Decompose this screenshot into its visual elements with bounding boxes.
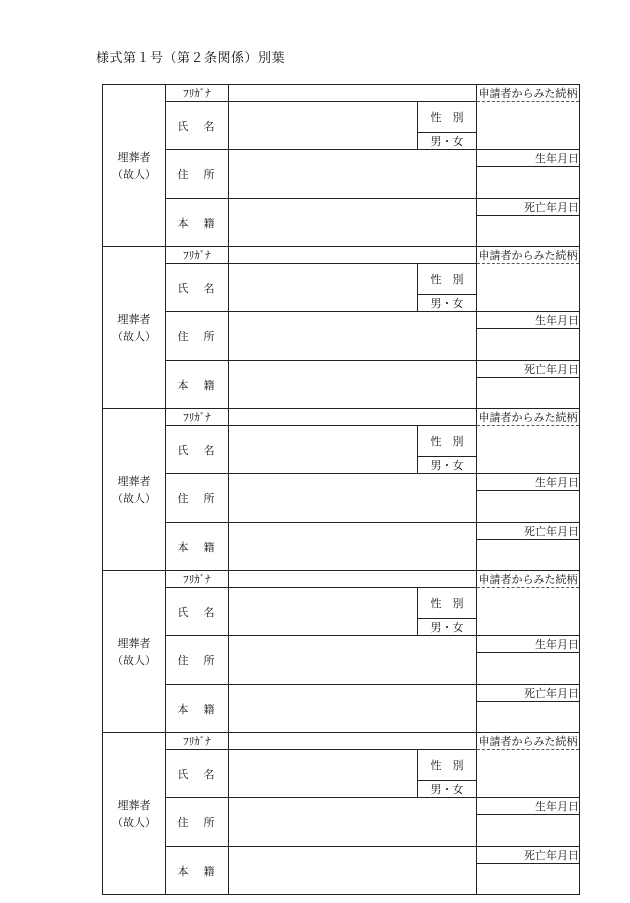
- address-label: 住 所: [166, 312, 229, 361]
- section-1-birth-label-row: [103, 150, 580, 167]
- buried-person-label-line1: 埋葬者: [117, 150, 151, 164]
- address-field[interactable]: [229, 798, 477, 847]
- domicile-label: 本 籍: [166, 361, 229, 409]
- relationship-label: 申請者からみた続柄: [477, 733, 580, 750]
- section-4-birth-label-row: [103, 636, 580, 653]
- address-label: 住 所: [166, 150, 229, 199]
- name-label: 氏 名: [166, 426, 229, 474]
- section-1-name-row: [103, 102, 580, 133]
- name-field[interactable]: [229, 588, 418, 636]
- name-label: 氏 名: [166, 750, 229, 798]
- furigana-field[interactable]: [229, 571, 477, 588]
- buried-person-label-line2: （故人）: [112, 167, 156, 181]
- name-field[interactable]: [229, 264, 418, 312]
- birth-date-label: 生年月日: [477, 798, 580, 815]
- name-label: 氏 名: [166, 102, 229, 150]
- birth-date-label: 生年月日: [477, 636, 580, 653]
- death-date-label: 死亡年月日: [477, 685, 580, 702]
- address-field[interactable]: [229, 150, 477, 199]
- furigana-label: ﾌﾘｶﾞﾅ: [166, 247, 229, 264]
- sex-options[interactable]: 男・女: [418, 619, 477, 636]
- buried-person-label-line1: 埋葬者: [117, 312, 151, 326]
- birth-date-field[interactable]: [477, 167, 580, 199]
- sex-options[interactable]: 男・女: [418, 133, 477, 150]
- sex-label: 性 別: [418, 426, 477, 457]
- birth-date-field[interactable]: [477, 491, 580, 523]
- furigana-label: ﾌﾘｶﾞﾅ: [166, 85, 229, 102]
- sex-label: 性 別: [418, 588, 477, 619]
- domicile-field[interactable]: [229, 361, 477, 409]
- birth-date-label: 生年月日: [477, 312, 580, 329]
- relationship-field[interactable]: [477, 426, 580, 474]
- relationship-label: 申請者からみた続柄: [477, 409, 580, 426]
- buried-person-label: [103, 85, 166, 247]
- relationship-label: 申請者からみた続柄: [477, 247, 580, 264]
- furigana-field[interactable]: [229, 733, 477, 750]
- section-2-furigana-row: [103, 247, 580, 264]
- birth-date-field[interactable]: [477, 815, 580, 847]
- burial-form-table: [102, 84, 580, 895]
- sex-label: 性 別: [418, 750, 477, 781]
- buried-person-label-line2: （故人）: [112, 653, 156, 667]
- section-3-furigana-row: [103, 409, 580, 426]
- death-date-label: 死亡年月日: [477, 199, 580, 216]
- birth-date-field[interactable]: [477, 653, 580, 685]
- death-date-label: 死亡年月日: [477, 847, 580, 864]
- relationship-field[interactable]: [477, 588, 580, 636]
- death-date-field[interactable]: [477, 540, 580, 571]
- address-label: 住 所: [166, 798, 229, 847]
- relationship-field[interactable]: [477, 750, 580, 798]
- domicile-label: 本 籍: [166, 685, 229, 733]
- name-field[interactable]: [229, 426, 418, 474]
- name-field[interactable]: [229, 750, 418, 798]
- relationship-field[interactable]: [477, 102, 580, 150]
- furigana-field[interactable]: [229, 409, 477, 426]
- section-1-furigana-row: [103, 85, 580, 102]
- name-label: 氏 名: [166, 588, 229, 636]
- buried-person-label-line2: （故人）: [112, 329, 156, 343]
- section-3-death-label-row: [103, 523, 580, 540]
- buried-person-label: [103, 409, 166, 571]
- section-3-birth-label-row: [103, 474, 580, 491]
- address-label: 住 所: [166, 474, 229, 523]
- domicile-label: 本 籍: [166, 523, 229, 571]
- domicile-field[interactable]: [229, 523, 477, 571]
- buried-person-label: [103, 733, 166, 895]
- address-label: 住 所: [166, 636, 229, 685]
- furigana-label: ﾌﾘｶﾞﾅ: [166, 409, 229, 426]
- furigana-label: ﾌﾘｶﾞﾅ: [166, 733, 229, 750]
- address-field[interactable]: [229, 474, 477, 523]
- section-5-name-row: [103, 750, 580, 781]
- section-4-furigana-row: [103, 571, 580, 588]
- domicile-label: 本 籍: [166, 847, 229, 895]
- domicile-field[interactable]: [229, 199, 477, 247]
- section-2-birth-label-row: [103, 312, 580, 329]
- buried-person-label-line2: （故人）: [112, 815, 156, 829]
- sex-options[interactable]: 男・女: [418, 457, 477, 474]
- death-date-field[interactable]: [477, 864, 580, 895]
- death-date-label: 死亡年月日: [477, 361, 580, 378]
- death-date-field[interactable]: [477, 378, 580, 409]
- section-5-death-label-row: [103, 847, 580, 864]
- sex-label: 性 別: [418, 264, 477, 295]
- address-field[interactable]: [229, 312, 477, 361]
- birth-date-label: 生年月日: [477, 474, 580, 491]
- section-3-name-row: [103, 426, 580, 457]
- address-field[interactable]: [229, 636, 477, 685]
- sex-options[interactable]: 男・女: [418, 781, 477, 798]
- domicile-label: 本 籍: [166, 199, 229, 247]
- section-5-furigana-row: [103, 733, 580, 750]
- furigana-field[interactable]: [229, 85, 477, 102]
- page-title: 様式第１号（第２条関係）別葉: [96, 51, 286, 66]
- buried-person-label-line1: 埋葬者: [117, 636, 151, 650]
- sex-label: 性 別: [418, 102, 477, 133]
- birth-date-label: 生年月日: [477, 150, 580, 167]
- death-date-label: 死亡年月日: [477, 523, 580, 540]
- section-1-death-label-row: [103, 199, 580, 216]
- death-date-field[interactable]: [477, 702, 580, 733]
- buried-person-label-line1: 埋葬者: [117, 798, 151, 812]
- buried-person-label-line2: （故人）: [112, 491, 156, 505]
- death-date-field[interactable]: [477, 216, 580, 247]
- section-4-death-label-row: [103, 685, 580, 702]
- buried-person-label: [103, 247, 166, 409]
- birth-date-field[interactable]: [477, 329, 580, 361]
- furigana-field[interactable]: [229, 247, 477, 264]
- sex-options[interactable]: 男・女: [418, 295, 477, 312]
- section-2-death-label-row: [103, 361, 580, 378]
- buried-person-label-line1: 埋葬者: [117, 474, 151, 488]
- relationship-field[interactable]: [477, 264, 580, 312]
- furigana-label: ﾌﾘｶﾞﾅ: [166, 571, 229, 588]
- section-2-name-row: [103, 264, 580, 295]
- domicile-field[interactable]: [229, 847, 477, 895]
- section-4-name-row: [103, 588, 580, 619]
- relationship-label: 申請者からみた続柄: [477, 571, 580, 588]
- relationship-label: 申請者からみた続柄: [477, 85, 580, 102]
- name-field[interactable]: [229, 102, 418, 150]
- name-label: 氏 名: [166, 264, 229, 312]
- section-5-birth-label-row: [103, 798, 580, 815]
- domicile-field[interactable]: [229, 685, 477, 733]
- buried-person-label: [103, 571, 166, 733]
